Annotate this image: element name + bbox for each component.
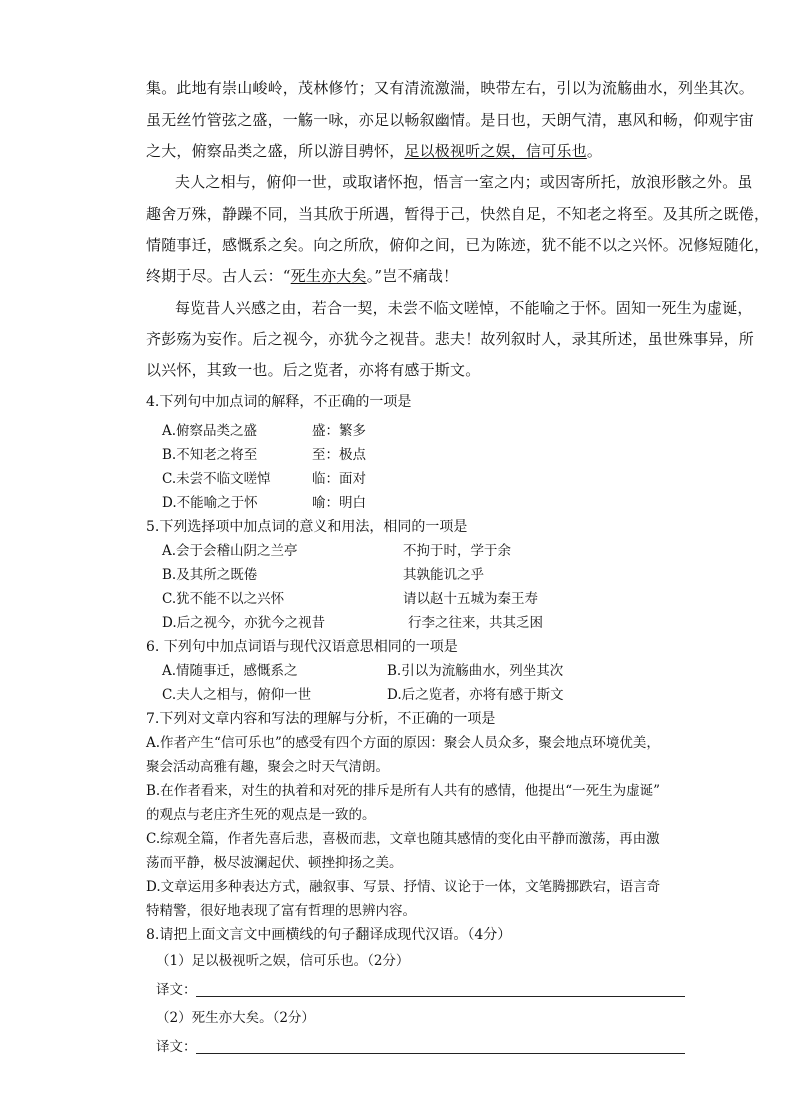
q6-option-d[interactable]: D.后之览者，亦将有感于斯文 bbox=[387, 687, 564, 703]
question-6-stem: 6. 下列句中加点词语与现代汉语意思相同的一项是 bbox=[146, 639, 458, 655]
q7-option-c[interactable]: C.综观全篇，作者先喜后悲，喜极而悲，文章也随其感情的变化由平静而激荡，再由激 bbox=[146, 831, 660, 847]
passage-line: 趣舍万殊，静躁不同，当其欣于所遇，暂得于己，快然自足，不知老之将至。及其所之既倦， bbox=[146, 205, 770, 223]
q8-answer-line-1[interactable] bbox=[196, 996, 685, 997]
q7-option-d-cont: 特精警，很好地表现了富有哲理的思辨内容。 bbox=[146, 903, 416, 919]
q4-option-c-gloss: 临：面对 bbox=[312, 471, 366, 487]
passage-line: 齐彭殇为妄作。后之视今，亦犹今之视昔。悲夫！故列叙时人，录其所述，虽世殊事异，所 bbox=[146, 330, 755, 348]
q7-option-a[interactable]: A.作者产生“信可乐也”的感受有四个方面的原因：聚会人员众多，聚会地点环境优美， bbox=[146, 735, 660, 751]
q4-option-b[interactable]: B.不知老之将至 bbox=[162, 447, 258, 463]
passage-text: 终期于尽。古人云：“ bbox=[146, 267, 291, 285]
question-7-stem: 7.下列对文章内容和写法的理解与分析，不正确的一项是 bbox=[146, 711, 496, 727]
q5-option-d-compare: 行李之往来，共其乏困 bbox=[408, 615, 543, 631]
passage-text: 。”岂不痛哉！ bbox=[366, 267, 459, 285]
question-8-stem: 8.请把上面文言文中画横线的句子翻译成现代汉语。（4分） bbox=[146, 927, 512, 943]
passage-line bbox=[146, 267, 458, 285]
q7-option-b-cont: 的观点与老庄齐生死的观点是一致的。 bbox=[146, 807, 376, 823]
q8-translation-label-2: 译文： bbox=[156, 1039, 197, 1055]
q4-option-c[interactable]: C.未尝不临文嗟悼 bbox=[162, 471, 271, 487]
q5-option-c-compare: 请以赵十五城为秦王寿 bbox=[403, 591, 538, 607]
question-5-stem: 5.下列选择项中加点词的意义和用法，相同的一项是 bbox=[146, 519, 468, 535]
q5-option-a[interactable]: A.会于会稽山阴之兰亭 bbox=[162, 543, 298, 559]
passage-line: 以兴怀，其致一也。后之览者，亦将有感于斯文。 bbox=[146, 361, 481, 379]
q6-option-a[interactable]: A.情随事迁，感慨系之 bbox=[162, 663, 298, 679]
q7-option-d[interactable]: D.文章运用多种表达方式，融叙事、写景、抒情、议论于一体，文笔腾挪跌宕，语言奇 bbox=[146, 879, 661, 895]
passage-text: 之大，俯察品类之盛，所以游目骋怀， bbox=[146, 142, 405, 160]
q8-translation-label-1: 译文： bbox=[156, 982, 197, 998]
q4-option-a-gloss: 盛：繁多 bbox=[312, 423, 366, 439]
q8-sentence-2: （2）死生亦大矣。（2分） bbox=[156, 1010, 315, 1026]
passage-line: 虽无丝竹管弦之盛，一觞一咏，亦足以畅叙幽情。是日也，天朗气清，惠风和畅，仰观宇宙 bbox=[146, 111, 755, 129]
underlined-sentence-2: 死生亦大矣 bbox=[290, 267, 367, 285]
q5-option-c[interactable]: C.犹不能不以之兴怀 bbox=[162, 591, 285, 607]
q4-option-d-gloss: 喻：明白 bbox=[312, 495, 366, 511]
q5-option-b[interactable]: B.及其所之既倦 bbox=[162, 567, 258, 583]
passage-line: 夫人之相与，俯仰一世，或取诸怀抱，悟言一室之内；或因寄所托，放浪形骸之外。虽 bbox=[175, 173, 753, 191]
q8-sentence-1: （1）足以极视听之娱，信可乐也。（2分） bbox=[156, 953, 410, 969]
q4-option-d[interactable]: D.不能喻之于怀 bbox=[162, 495, 258, 511]
q7-option-a-cont: 聚会活动高雅有趣，聚会之时天气清朗。 bbox=[146, 759, 389, 775]
passage-line: 每览昔人兴感之由，若合一契，未尝不临文嗟悼，不能喻之于怀。固知一死生为虚诞， bbox=[175, 299, 753, 317]
q5-option-b-compare: 其孰能讥之乎 bbox=[403, 567, 484, 583]
q8-answer-line-2[interactable] bbox=[196, 1053, 685, 1054]
passage-line: 集。此地有崇山峻岭，茂林修竹；又有清流激湍，映带左右，引以为流觞曲水，列坐其次。 bbox=[146, 79, 755, 97]
passage-line bbox=[146, 142, 602, 160]
q6-option-b[interactable]: B.引以为流觞曲水，列坐其次 bbox=[387, 663, 564, 679]
question-4-stem: 4.下列句中加点词的解释，不正确的一项是 bbox=[146, 394, 412, 410]
q5-option-d[interactable]: D.后之视今，亦犹今之视昔 bbox=[162, 615, 326, 631]
passage-text: 。 bbox=[586, 142, 603, 160]
q5-option-a-compare: 不拘于时，学于余 bbox=[403, 543, 511, 559]
q6-option-c[interactable]: C.夫人之相与，俯仰一世 bbox=[162, 687, 312, 703]
q7-option-c-cont: 荡而平静，极尽波澜起伏、顿挫抑扬之美。 bbox=[146, 855, 403, 871]
q4-option-b-gloss: 至：极点 bbox=[312, 447, 366, 463]
q4-option-a[interactable]: A.俯察品类之盛 bbox=[162, 423, 258, 439]
underlined-sentence-1: 足以极视听之娱，信可乐也 bbox=[404, 142, 587, 160]
q7-option-b[interactable]: B.在作者看来，对生的执着和对死的排斥是所有人共有的感情，他提出“一死生为虚诞” bbox=[146, 783, 661, 799]
passage-line: 情随事迁，感慨系之矣。向之所欣，俯仰之间，已为陈迹，犹不能不以之兴怀。况修短随化， bbox=[146, 236, 770, 254]
